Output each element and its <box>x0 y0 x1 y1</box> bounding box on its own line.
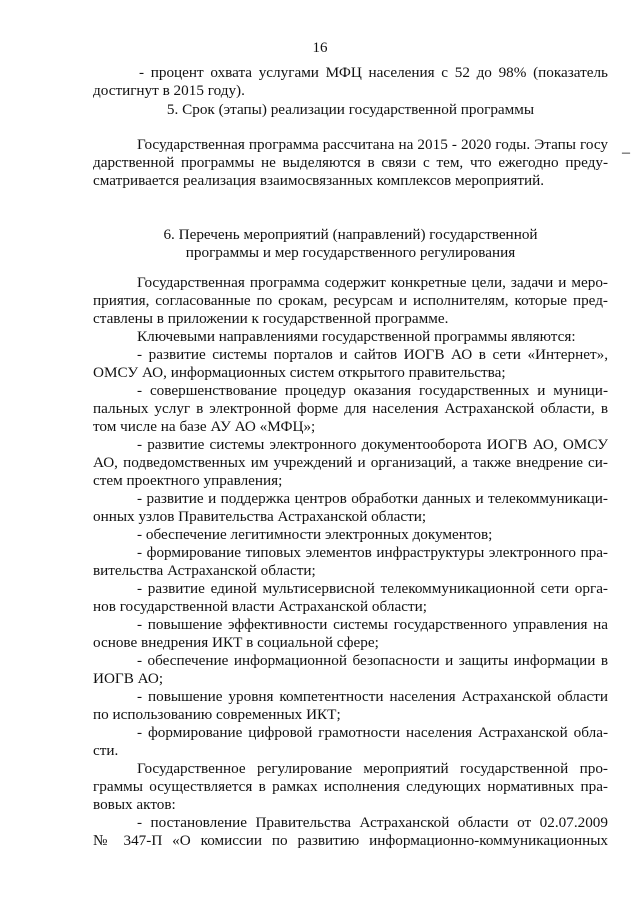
list-item-line: ИОГВ АО; <box>93 670 164 687</box>
list-item-line: сти. <box>93 742 119 759</box>
text-line: сматривается реализация взаимосвязанных комплексов мероприятий. <box>93 172 545 189</box>
text-line: граммы осуществляется в рамках исполнения следующих нормативных пра- <box>93 778 608 795</box>
list-item-line: - развитие и поддержка центров обработки данных и телекоммуникаци- <box>137 490 608 507</box>
list-item-line: пальных услуг в электронной форме для населения Астраханской области, в <box>93 400 608 417</box>
section-6-heading <box>93 226 608 262</box>
heading-line: программы и мер государственного регулирования <box>185 244 516 261</box>
section-6-body <box>93 274 608 850</box>
text-line: ставлены в приложении к государственной программе. <box>93 310 449 327</box>
text-line: дарственной программы не выделяются в связи с тем, что ежегодно преду- <box>93 154 608 171</box>
section-5-heading: 5. Срок (этапы) реализации государственной программы <box>166 101 535 118</box>
list-item-line: - постановление Правительства Астраханской области от 02.07.2009 <box>137 814 608 831</box>
list-item-line: стем проектного управления; <box>93 472 283 489</box>
list-item-line: ОМСУ АО, информационных систем открытого правительства; <box>93 364 506 381</box>
text-line: приятия, согласованные по срокам, ресурсам и исполнителям, которые пред- <box>93 292 608 309</box>
list-item-line: - совершенствование процедур оказания государственных и муници- <box>137 382 608 399</box>
page-number: 16 <box>312 40 328 56</box>
list-item-line: онных узлов Правительства Астраханской области; <box>93 508 427 525</box>
list-item-line: - обеспечение информационной безопасности и защиты информации в <box>137 652 608 669</box>
list-item-line: № 347-П «О комиссии по развитию информационно-коммуникационных <box>93 832 608 849</box>
section-5-paragraph <box>93 136 608 190</box>
list-item-line: - повышение уровня компетентности населения Астраханской области <box>137 688 608 705</box>
list-item-line: основе внедрения ИКТ в социальной сфере; <box>93 634 379 651</box>
list-item-line: - развитие единой мультисервисной телекоммуникационной сети орга- <box>137 580 608 597</box>
list-item-line: - обеспечение легитимности электронных документов; <box>137 526 493 543</box>
list-item-line: том числе на базе АУ АО «МФЦ»; <box>93 418 316 435</box>
list-item-line: вительства Астраханской области; <box>93 562 316 579</box>
text-line: Государственное регулирование мероприятий государственной про- <box>137 760 608 777</box>
text-line: достигнут в 2015 году). <box>93 82 245 99</box>
list-item-line: по использованию современных ИКТ; <box>93 706 341 723</box>
text-line: - процент охвата услугами МФЦ населения с 52 до 98% (показатель <box>139 64 608 81</box>
margin-mark: – <box>622 144 630 161</box>
intro-bullet <box>93 64 608 100</box>
list-item-line: - формирование цифровой грамотности населения Астраханской обла- <box>137 724 608 741</box>
list-item-line: - формирование типовых элементов инфраструктуры электронного пра- <box>137 544 608 561</box>
text-line: Государственная программа содержит конкретные цели, задачи и меро- <box>137 274 608 291</box>
list-item-line: - повышение эффективности системы государственного управления на <box>137 616 608 633</box>
heading-line: 6. Перечень мероприятий (направлений) государственной <box>163 226 538 243</box>
text-line: вовых актов: <box>93 796 176 813</box>
text-line: Государственная программа рассчитана на 2015 - 2020 годы. Этапы госу <box>137 136 608 153</box>
list-item-line: АО, подведомственных им учреждений и организаций, а также внедрение си- <box>93 454 608 471</box>
list-item-line: нов государственной власти Астраханской области; <box>93 598 427 615</box>
text-line: Ключевыми направлениями государственной программы являются: <box>137 328 576 345</box>
list-item-line: - развитие системы электронного документооборота ИОГВ АО, ОМСУ <box>137 436 608 453</box>
list-item-line: - развитие системы порталов и сайтов ИОГВ АО в сети «Интернет», <box>137 346 608 363</box>
